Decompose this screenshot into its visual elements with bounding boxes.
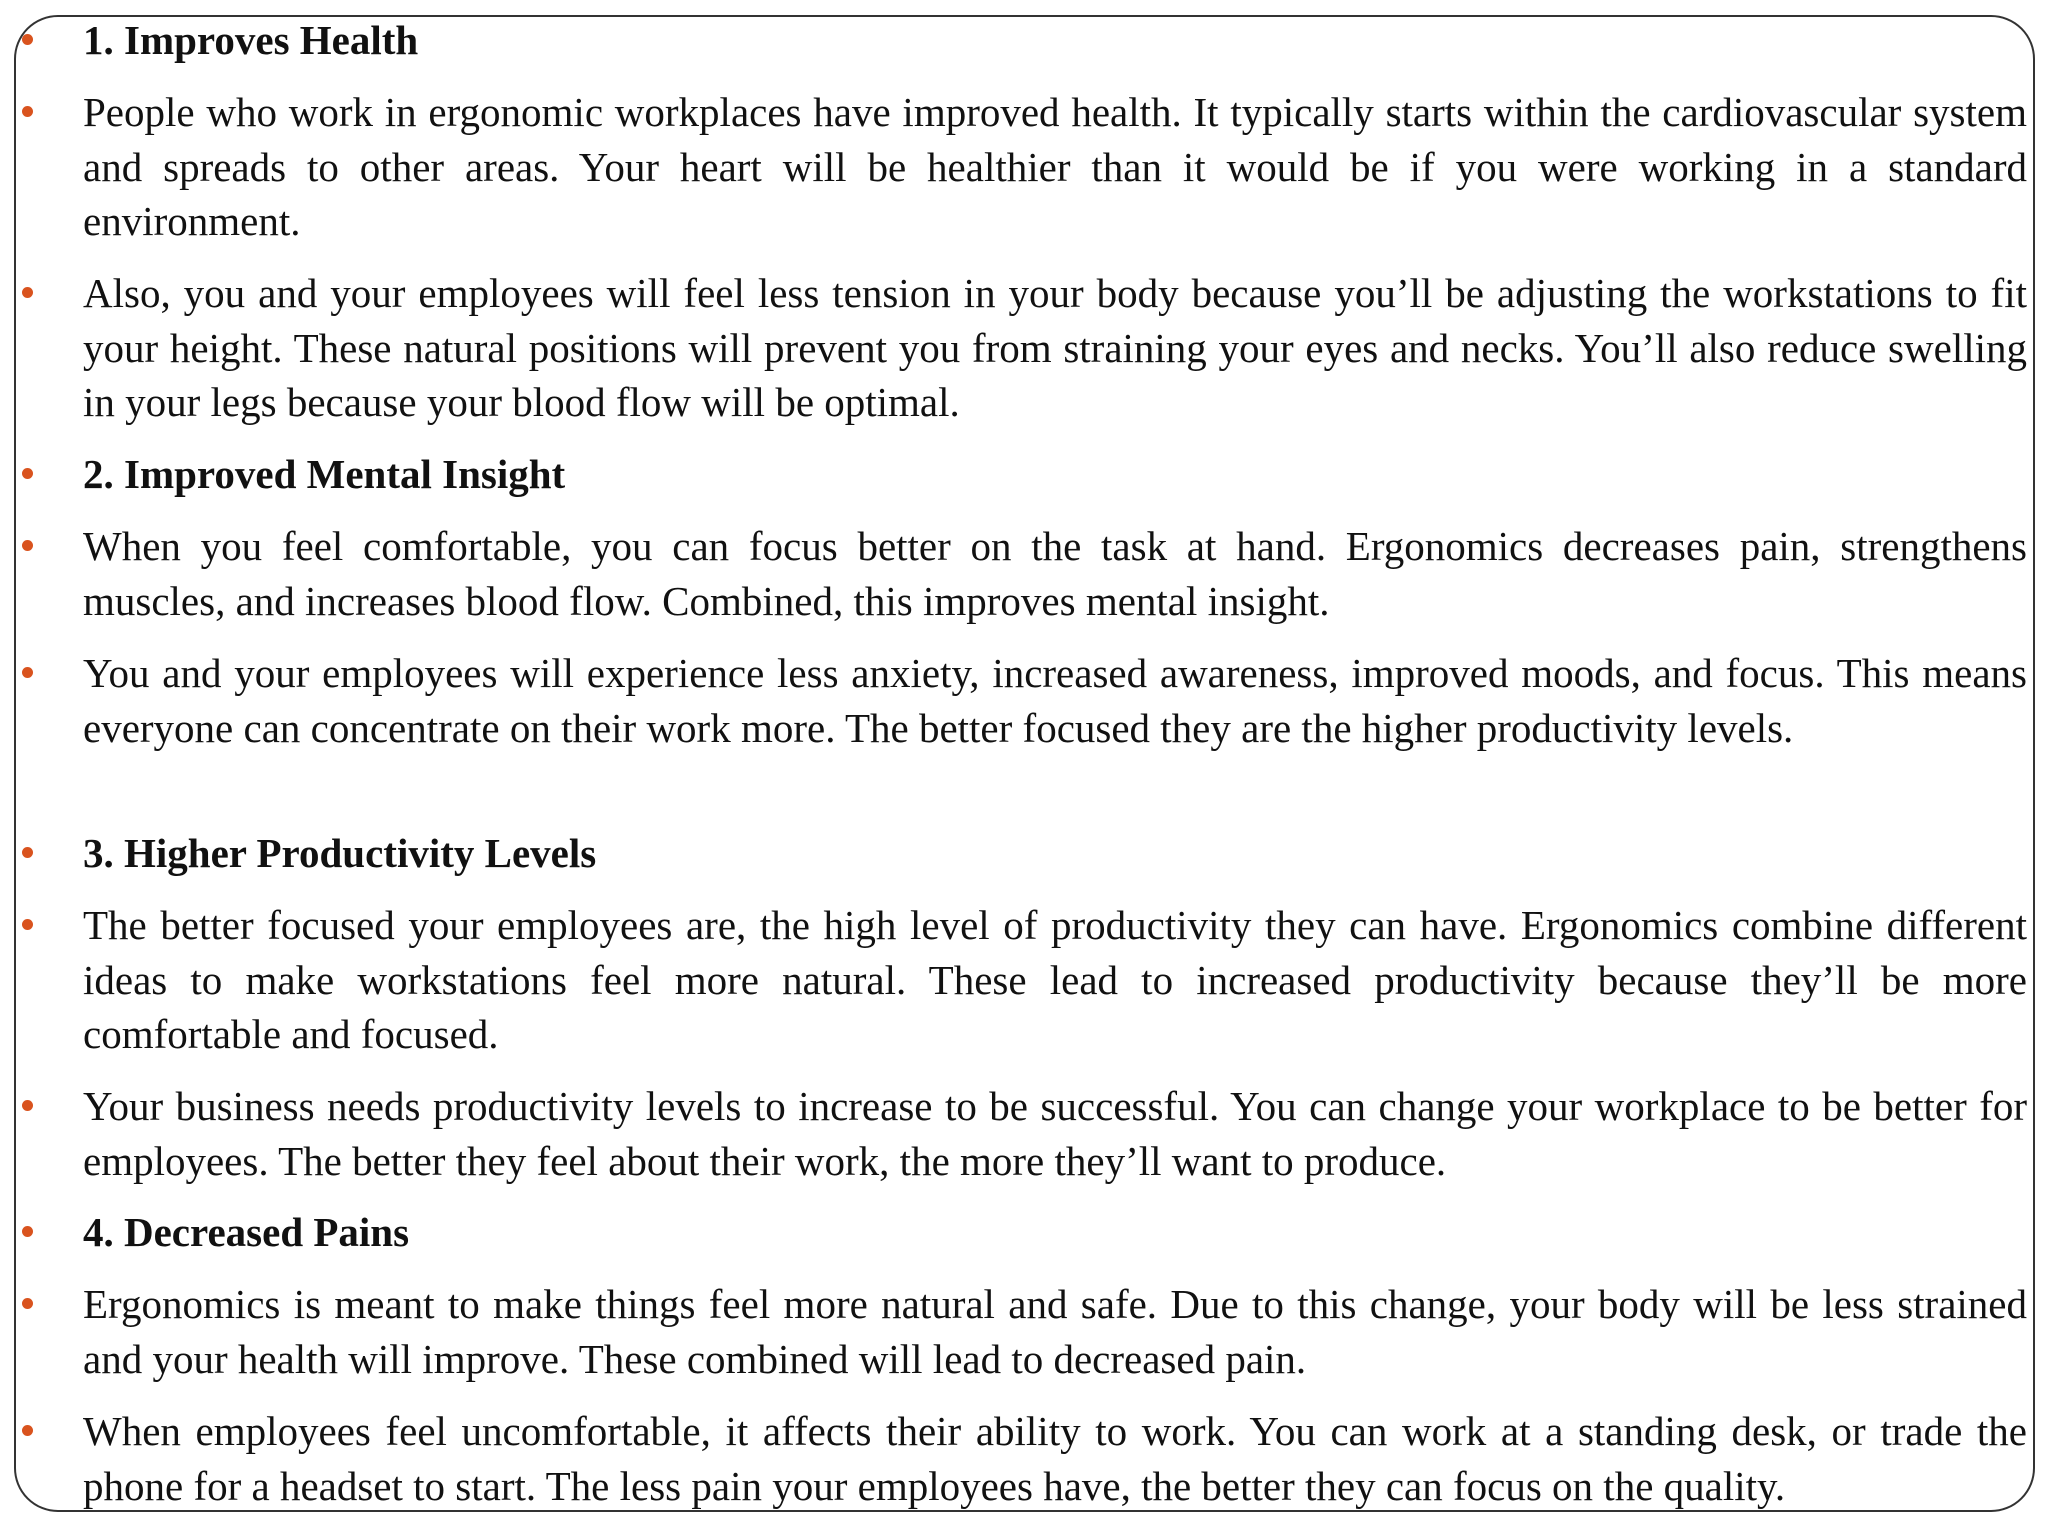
- bullet-icon: [22, 1425, 33, 1436]
- paragraph-health-tension: Also, you and your employees will feel less tension in your body because you’ll be adjusting the workstations to fit your height. These natural positions will prevent you from straining your eyes and necks. You’ll also reduce swelling in your legs because your blood flow will be optimal.: [83, 270, 2027, 425]
- bullet-icon: [22, 540, 33, 551]
- bullet-icon: [22, 1226, 33, 1237]
- bullet-icon: [22, 287, 33, 298]
- bullet-icon: [22, 1100, 33, 1111]
- bullet-icon: [22, 667, 33, 678]
- paragraph-mental-comfort: When you feel comfortable, you can focus better on the task at hand. Ergonomics decreases pain, strengthens muscles, and increases blood flow. Combined, this improves mental insight.: [83, 523, 2027, 624]
- bullet-icon: [22, 847, 33, 858]
- heading-decreased-pains: 4. Decreased Pains: [83, 1209, 410, 1255]
- paragraph-mental-anxiety: You and your employees will experience less anxiety, increased awareness, improved moods, and focus. This means everyone can concentrate on their work more. The better focused they are the higher productivity levels.: [83, 650, 2027, 751]
- bullet-icon: [22, 468, 33, 479]
- paragraph-productivity-focus: The better focused your employees are, the high level of productivity they can have. Ergonomics combine different ideas to make workstations feel more natural. These lead to increased productivity because they’ll be more comfortable and focused.: [83, 902, 2027, 1057]
- heading-improves-health: 1. Improves Health: [83, 17, 419, 63]
- bullet-icon: [22, 106, 33, 117]
- bullet-icon: [22, 1298, 33, 1309]
- paragraph-pains-uncomfortable: When employees feel uncomfortable, it affects their ability to work. You can work at a standing desk, or trade the phone for a headset to start. The less pain your employees have, the better they can focus on the quality.: [83, 1408, 2027, 1509]
- paragraph-productivity-business: Your business needs productivity levels to increase to be successful. You can change your workplace to be better for employees. The better they feel about their work, the more they’ll want to produce.: [83, 1083, 2027, 1184]
- bullet-icon: [22, 919, 33, 930]
- paragraph-health-cardiovascular: People who work in ergonomic workplaces have improved health. It typically starts within the cardiovascular system and spreads to other areas. Your heart will be healthier than it would be if you were working in a standard environment.: [83, 89, 2027, 244]
- heading-higher-productivity: 3. Higher Productivity Levels: [83, 830, 597, 876]
- paragraph-pains-natural: Ergonomics is meant to make things feel more natural and safe. Due to this change, your body will be less strained and your health will improve. These combined will lead to decreased pain.: [83, 1281, 2027, 1382]
- heading-improved-mental-insight: 2. Improved Mental Insight: [83, 451, 566, 497]
- bullet-icon: [22, 34, 33, 45]
